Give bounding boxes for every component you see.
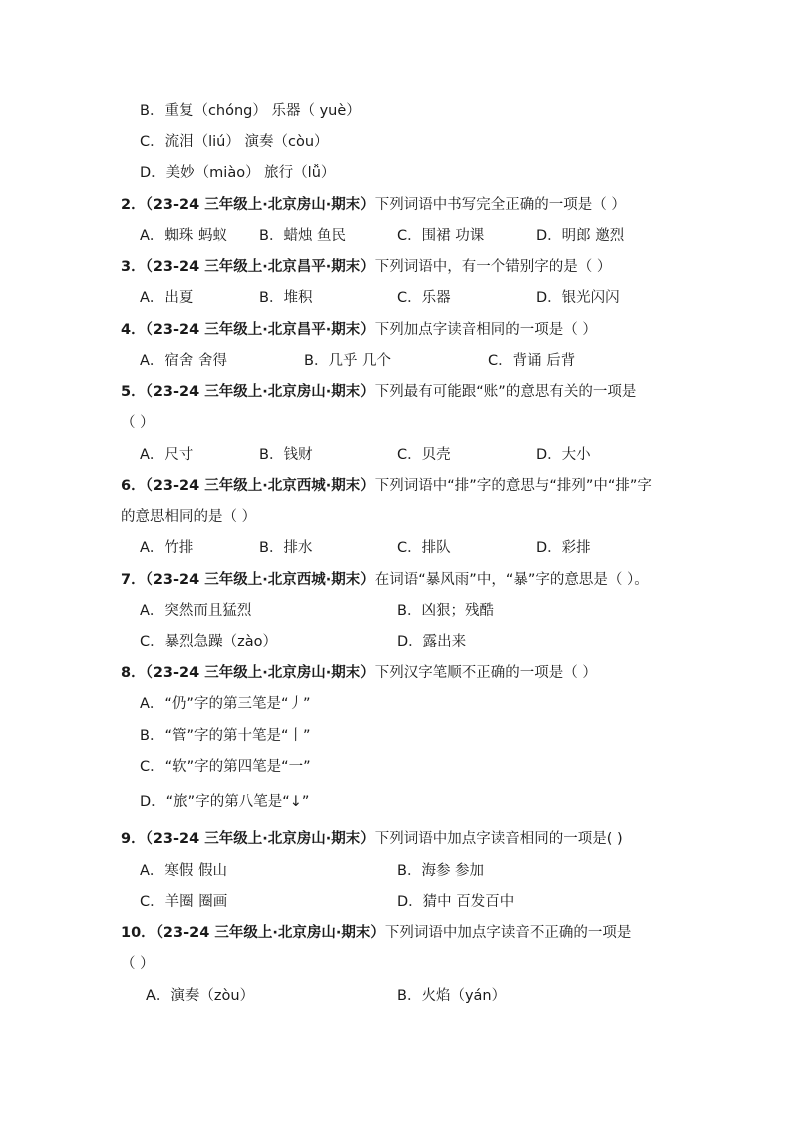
q9-option-c: C．羊圈 圈画	[140, 894, 228, 910]
question-7	[121, 570, 649, 590]
question-source: （23-24 三年级上·北京房山·期末）	[145, 384, 375, 400]
question-source: （23-24 三年级上·北京昌平·期末）	[145, 322, 375, 338]
question-2	[121, 195, 626, 215]
question-stem: 在词语“暴风雨”中，“暴”字的意思是（ ）。	[374, 572, 649, 588]
question-number: 8．	[121, 665, 146, 681]
q6-option-c: C．排队	[397, 540, 451, 556]
q6-option-d: D．彩排	[536, 540, 591, 556]
q6-option-a: A．竹排	[140, 540, 194, 556]
q10-option-a: A．演奏（zòu）	[146, 988, 255, 1004]
q10-option-b: B．火焰（yán）	[397, 988, 507, 1004]
question-10-continuation: （ ）	[121, 956, 155, 972]
question-stem: 下列汉字笔顺不正确的一项是（ ）	[374, 665, 597, 681]
q3-option-a: A．出夏	[140, 290, 194, 306]
question-source: （23-24 三年级上·北京西城·期末）	[145, 572, 375, 588]
question-source: （23-24 三年级上·北京昌平·期末）	[145, 259, 375, 275]
q2-option-b: B．蜡烛 鱼民	[259, 228, 347, 244]
question-stem: 下列词语中，有一个错别字的是（ ）	[374, 259, 612, 275]
question-9	[121, 829, 623, 849]
question-source: （23-24 三年级上·北京房山·期末）	[145, 831, 375, 847]
question-number: 9．	[121, 831, 146, 847]
question-stem: 下列词语中书写完全正确的一项是（ ）	[374, 197, 626, 213]
question-source: （23-24 三年级上·北京房山·期末）	[155, 925, 385, 941]
question-4	[121, 320, 597, 340]
q2-option-c: C．围裙 功课	[397, 228, 485, 244]
q7-option-b: B．凶狠；残酷	[397, 603, 494, 619]
q9-option-d: D．猜中 百发百中	[397, 894, 515, 910]
q8-option-a: A．“仍”字的第三笔是“丿”	[140, 696, 311, 712]
question-number: 10．	[121, 925, 156, 941]
question-stem: 下列加点字读音相同的一项是（ ）	[374, 322, 597, 338]
q3-option-d: D．银光闪闪	[536, 290, 620, 306]
question-stem: 下列最有可能跟“账”的意思有关的一项是	[374, 384, 637, 400]
q4-option-c: C．背诵 后背	[488, 353, 576, 369]
q5-option-a: A．尺寸	[140, 447, 194, 463]
question-3	[121, 257, 611, 277]
q3-option-c: C．乐器	[397, 290, 451, 306]
question-source: （23-24 三年级上·北京房山·期末）	[145, 197, 375, 213]
q7-option-d: D．露出来	[397, 634, 467, 650]
q7-option-c: C．暴烈急躁（zào）	[140, 634, 277, 650]
q4-option-a: A．宿舍 舍得	[140, 353, 228, 369]
question-number: 7．	[121, 572, 146, 588]
q3-option-b: B．堆积	[259, 290, 313, 306]
q7-option-a: A．突然而且猛烈	[140, 603, 252, 619]
question-stem: 下列词语中“排”字的意思与“排列”中“排”字	[374, 478, 652, 494]
question-number: 6．	[121, 478, 146, 494]
question-6-continuation: 的意思相同的是（ ）	[121, 509, 257, 525]
q1-option-c: C．流泪（liú） 演奏（còu）	[140, 134, 329, 150]
question-10	[121, 923, 631, 943]
q6-option-b: B．排水	[259, 540, 313, 556]
q5-option-d: D．大小	[536, 447, 591, 463]
question-number: 2．	[121, 197, 146, 213]
question-source: （23-24 三年级上·北京西城·期末）	[145, 478, 375, 494]
question-number: 4．	[121, 322, 146, 338]
q2-option-d: D．明郎 邀烈	[536, 228, 625, 244]
question-6	[121, 476, 652, 496]
q1-option-d: D．美妙（miào） 旅行（lǚ）	[140, 165, 336, 181]
question-stem: 下列词语中加点字读音相同的一项是( )	[374, 831, 623, 847]
q9-option-b: B．海参 参加	[397, 863, 485, 879]
question-5	[121, 382, 636, 402]
question-number: 3．	[121, 259, 146, 275]
q1-option-b: B．重复（chóng） 乐器（ yuè）	[140, 103, 361, 119]
q8-option-b: B．“管”字的第十笔是“丨”	[140, 728, 311, 744]
q9-option-a: A．寒假 假山	[140, 863, 228, 879]
q5-option-c: C．贝壳	[397, 447, 451, 463]
q8-option-d: D．“旅”字的第八笔是“↓”	[140, 794, 310, 810]
q8-option-c: C．“软”字的第四笔是“一”	[140, 759, 311, 775]
q5-option-b: B．钱财	[259, 447, 313, 463]
question-source: （23-24 三年级上·北京房山·期末）	[145, 665, 375, 681]
question-8	[121, 663, 597, 683]
question-stem: 下列词语中加点字读音不正确的一项是	[384, 925, 632, 941]
question-5-continuation: （ ）	[121, 415, 155, 431]
q4-option-b: B．几乎 几个	[304, 353, 392, 369]
q2-option-a: A．蜘珠 蚂蚁	[140, 228, 228, 244]
question-number: 5．	[121, 384, 146, 400]
